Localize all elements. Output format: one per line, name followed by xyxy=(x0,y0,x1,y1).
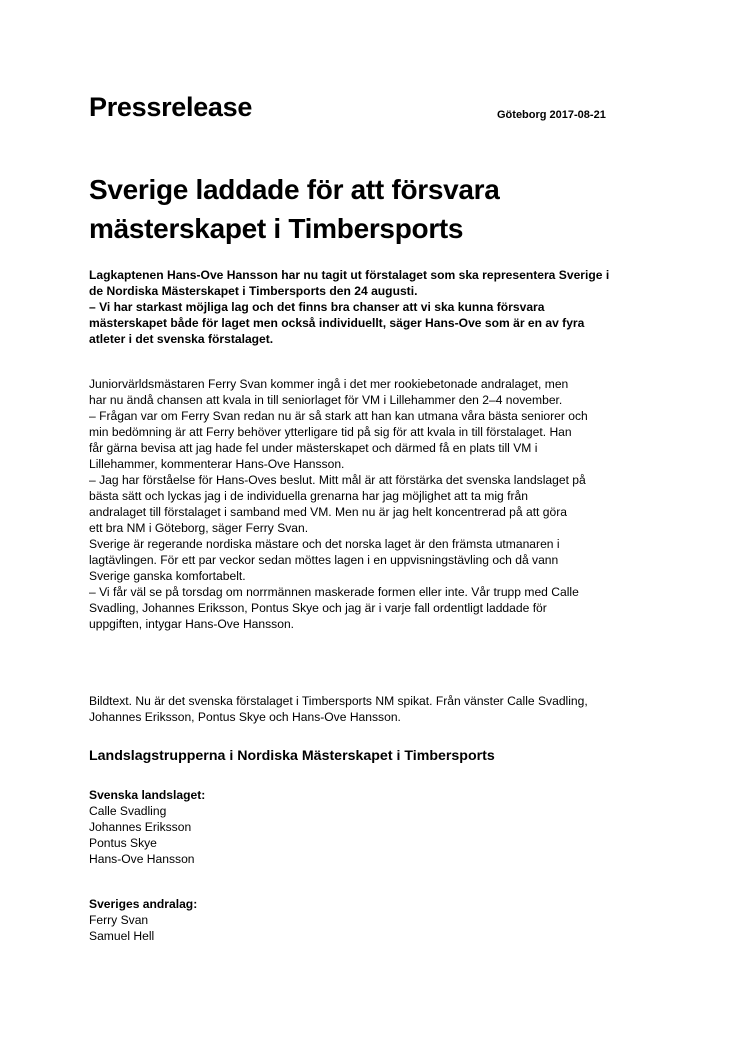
body-line: andralaget till förstalaget i samband med VM. Men nu är jag helt koncentrerad på att göra xyxy=(89,505,567,519)
squads-heading: Landslagstrupperna i Nordiska Mästerskapet i Timbersports xyxy=(89,748,495,764)
body-line: får gärna bevisa att jag hade fel under mästerskapet och därmed få en plats till VM i xyxy=(89,441,538,455)
first-team-roster xyxy=(89,787,389,867)
roster-member: Johannes Eriksson xyxy=(89,820,192,834)
roster-member: Pontus Skye xyxy=(89,836,157,850)
body-line: Lillehammer, kommenterar Hans-Ove Hansson. xyxy=(89,457,345,471)
lead-line: atleter i det svenska förstalaget. xyxy=(89,332,274,346)
body-line: Juniorvärldsmästaren Ferry Svan kommer ingå i det mer rookiebetonade andralaget, men xyxy=(89,377,569,391)
headline-line: mästerskapet i Timbersports xyxy=(89,213,464,244)
caption-line: Johannes Eriksson, Pontus Skye och Hans-Ove Hansson. xyxy=(89,710,401,724)
body-line: min bedömning är att Ferry behöver ytterligare tid på sig för att kvala in till förstalaget. Han xyxy=(89,425,572,439)
body-text xyxy=(89,376,669,632)
body-line: lagtävlingen. För ett par veckor sedan möttes lagen i en uppvisningstävling och då vann xyxy=(89,553,559,567)
second-team-roster xyxy=(89,896,389,944)
headline-line: Sverige laddade för att försvara xyxy=(89,174,500,205)
lead-line: – Vi har starkast möjliga lag och det finns bra chanser att vi ska kunna försvara xyxy=(89,300,545,314)
body-line: – Frågan var om Ferry Svan redan nu är så stark att han kan utmana våra bästa seniorer och xyxy=(89,409,588,423)
roster-member: Calle Svadling xyxy=(89,804,167,818)
document-type-title: Pressrelease xyxy=(89,92,253,122)
body-line: uppgiften, intygar Hans-Ove Hansson. xyxy=(89,617,295,631)
location-date: Göteborg 2017-08-21 xyxy=(497,109,606,121)
body-line: – Vi får väl se på torsdag om norrmännen maskerade formen eller inte. Vår trupp med Calle xyxy=(89,585,579,599)
second-team-title: Sveriges andralag: xyxy=(89,897,198,911)
body-line: bästa sätt och lyckas jag i de individuella grenarna har jag möjlighet att ta mig från xyxy=(89,489,528,503)
body-line: har nu ändå chansen att kvala in till seniorlaget för VM i Lillehammer den 2–4 november. xyxy=(89,393,563,407)
caption-line: Bildtext. Nu är det svenska förstalaget i Timbersports NM spikat. Från vänster Calle Svadling, xyxy=(89,694,588,708)
body-line: ett bra NM i Göteborg, säger Ferry Svan. xyxy=(89,521,309,535)
roster-member: Hans-Ove Hansson xyxy=(89,852,195,866)
lead-line: de Nordiska Mästerskapet i Timbersports den 24 augusti. xyxy=(89,284,418,298)
roster-member: Ferry Svan xyxy=(89,913,149,927)
headline xyxy=(89,170,669,248)
first-team-title: Svenska landslaget: xyxy=(89,788,206,802)
body-line: Svadling, Johannes Eriksson, Pontus Skye och jag är i varje fall ordentligt laddade för xyxy=(89,601,547,615)
photo-caption xyxy=(89,693,679,725)
lead-paragraph xyxy=(89,267,669,347)
body-line: – Jag har förståelse för Hans-Oves beslut. Mitt mål är att förstärka det svenska landslaget på xyxy=(89,473,586,487)
lead-line: mästerskapet både för laget men också individuellt, säger Hans-Ove som är en av fyra xyxy=(89,316,585,330)
lead-line: Lagkaptenen Hans-Ove Hansson har nu tagit ut förstalaget som ska representera Sverige i xyxy=(89,268,610,282)
body-line: Sverige är regerande nordiska mästare och det norska laget är den främsta utmanaren i xyxy=(89,537,560,551)
roster-member: Samuel Hell xyxy=(89,929,155,943)
body-line: Sverige ganska komfortabelt. xyxy=(89,569,246,583)
